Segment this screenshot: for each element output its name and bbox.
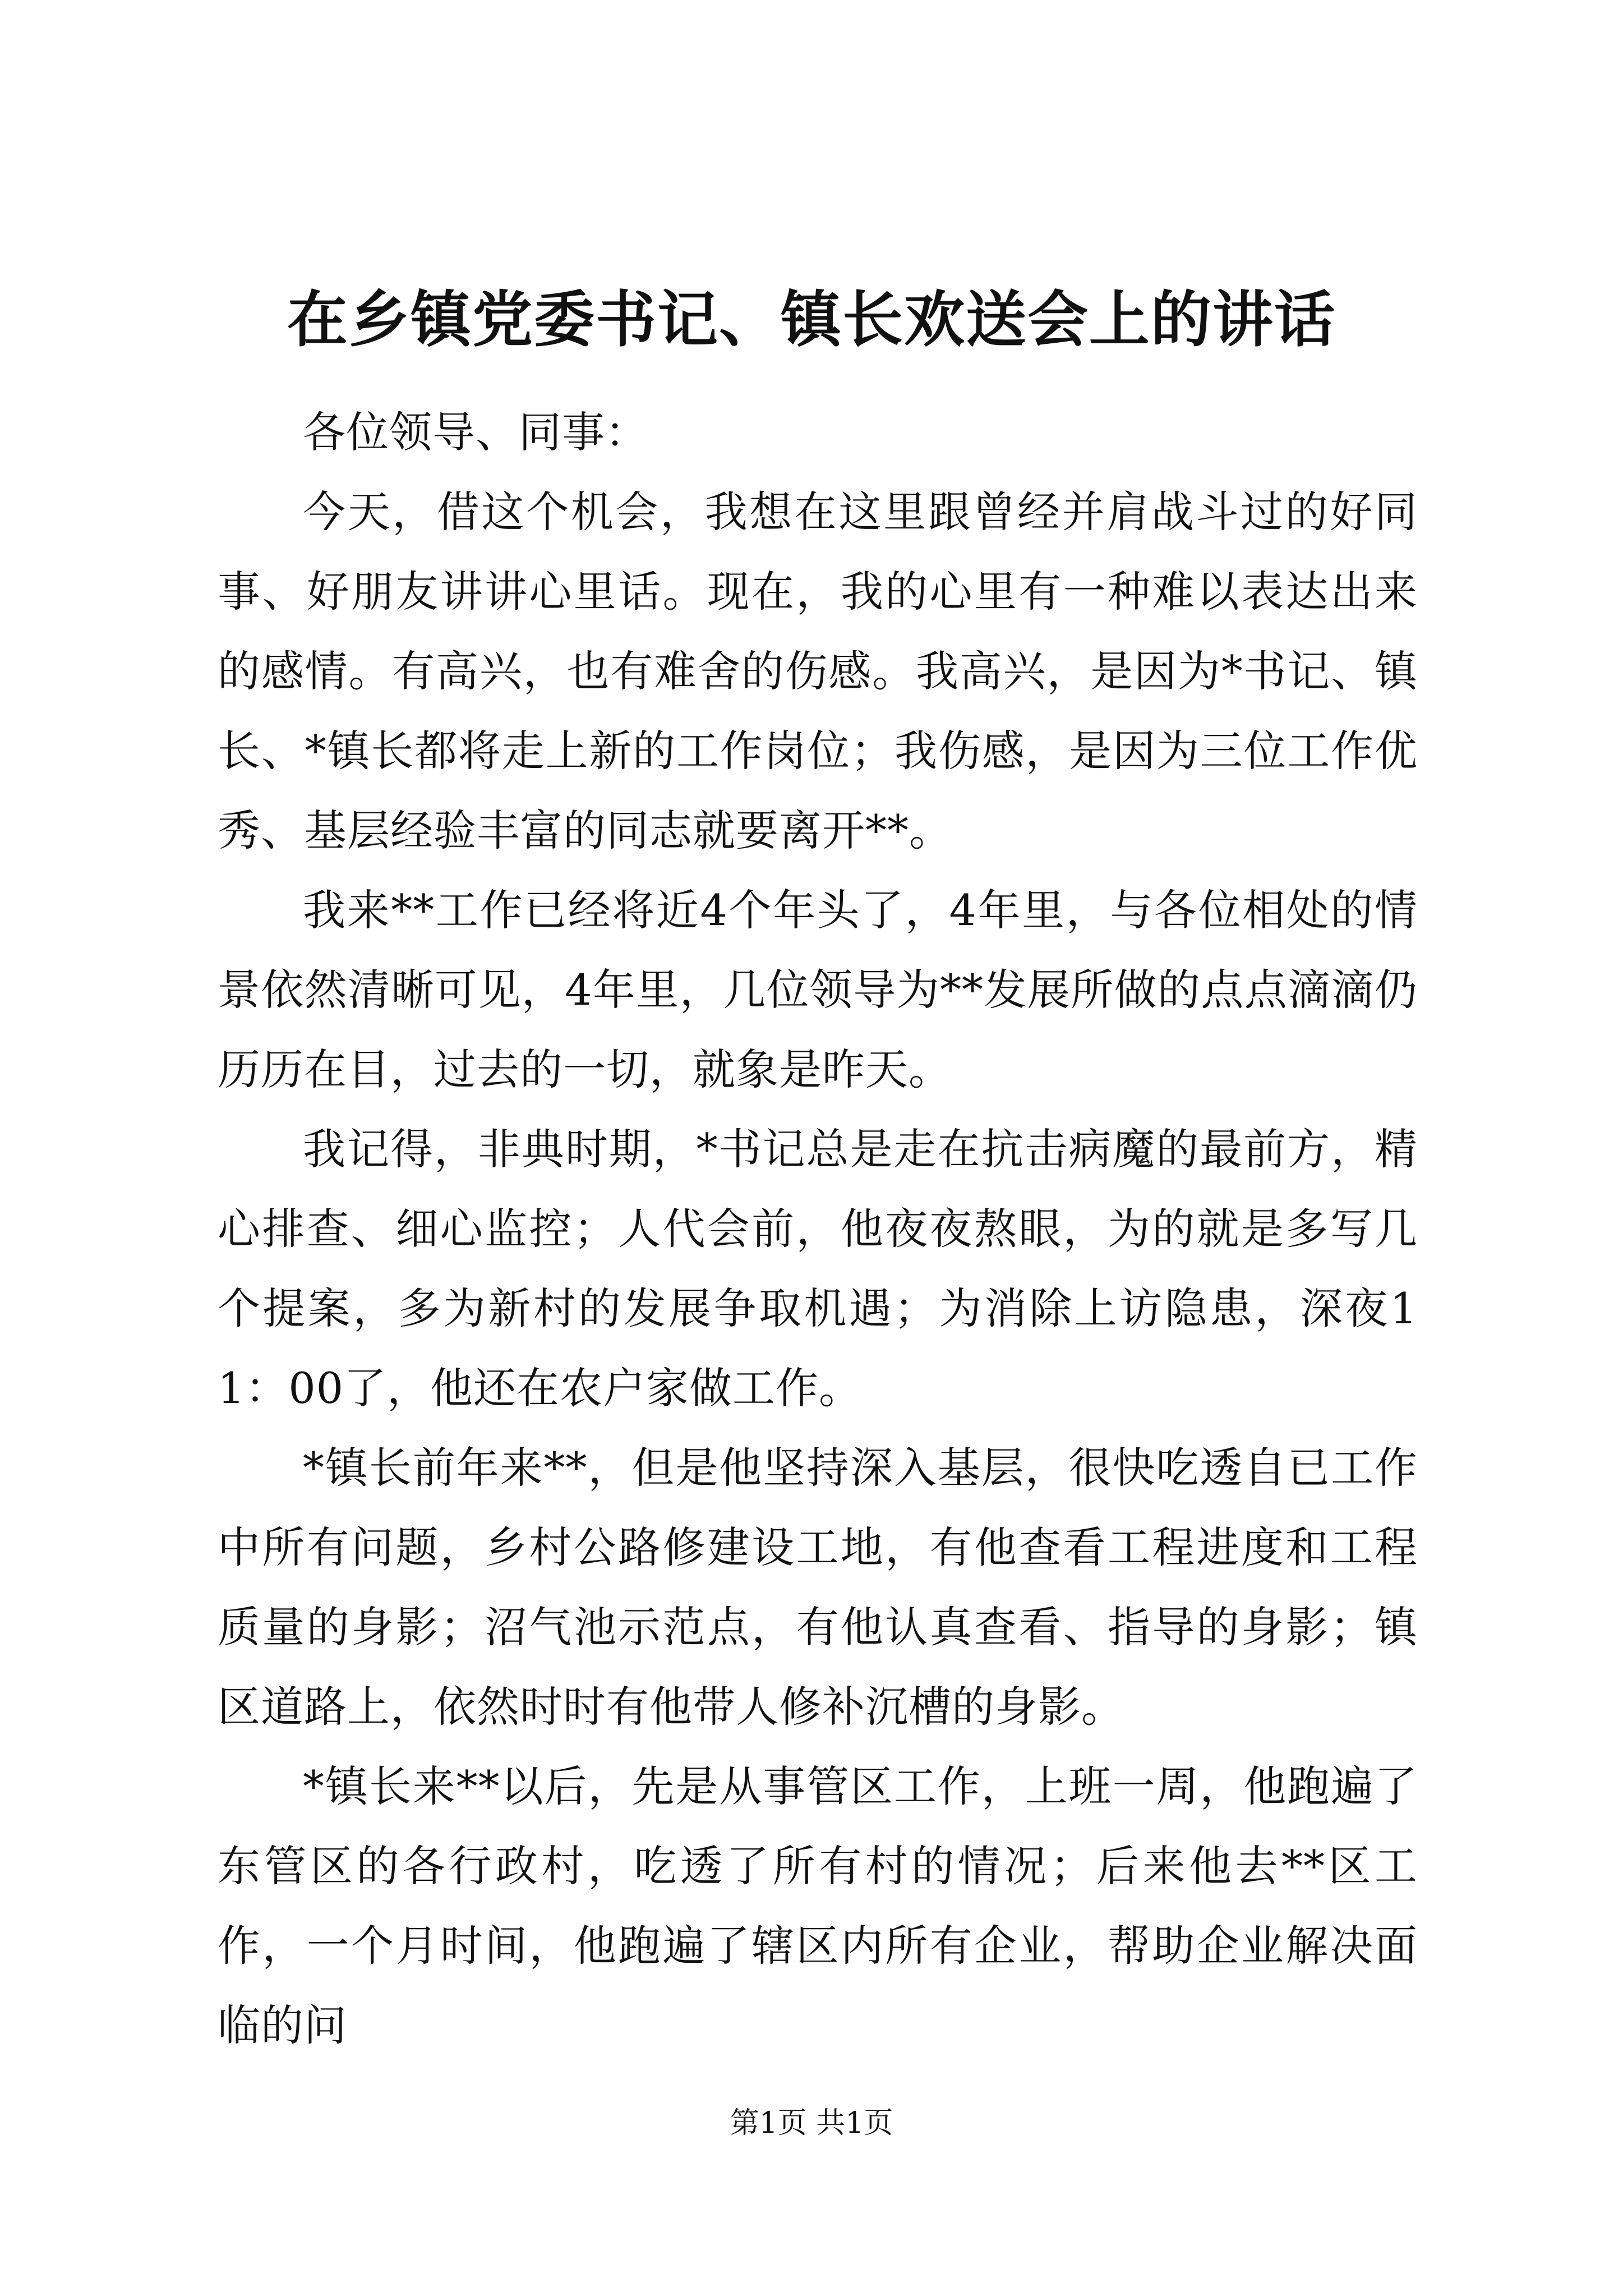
paragraph-5: *镇长来**以后，先是从事管区工作，上班一周，他跑遍了东管区的各行政村，吃透了所有村的情况；后来他去**区工作，一个月时间，他跑遍了辖区内所有企业，帮助企业解决面临的问	[218, 1761, 1418, 2050]
document-body	[218, 393, 1418, 2065]
paragraph-3: 我记得，非典时期，*书记总是走在抗击病魔的最前方，精心排查、细心监控；人代会前，他夜夜熬眼，为的就是多写几个提案，多为新村的发展争取机遇；为消除上访隐患，深夜11：00了，他还在农户家做工作。	[218, 1124, 1418, 1413]
salutation: 各位领导、同事：	[303, 407, 648, 457]
document-title: 在乡镇党委书记、镇长欢送会上的讲话	[287, 284, 1336, 355]
page-footer: 第1页 共1页	[730, 2106, 893, 2140]
paragraph-4: *镇长前年来**，但是他坚持深入基层，很快吃透自已工作中所有问题，乡村公路修建设工地，有他查看工程进度和工程质量的身影；沼气池示范点，有他认真查看、指导的身影；镇区道路上，依然时时有他带人修补沉槽的身影。	[218, 1443, 1418, 1732]
paragraph-1: 今天，借这个机会，我想在这里跟曾经并肩战斗过的好同事、好朋友讲讲心里话。现在，我的心里有一种难以表达出来的感情。有高兴，也有难舍的伤感。我高兴，是因为*书记、镇长、*镇长都将走上新的工作岗位；我伤感，是因为三位工作优秀、基层经验丰富的同志就要离开**。	[218, 487, 1418, 855]
paragraph-2: 我来**工作已经将近4个年头了，4年里，与各位相处的情景依然清晰可见，4年里，几位领导为**发展所做的点点滴滴仍历历在目，过去的一切，就象是昨天。	[218, 885, 1418, 1094]
